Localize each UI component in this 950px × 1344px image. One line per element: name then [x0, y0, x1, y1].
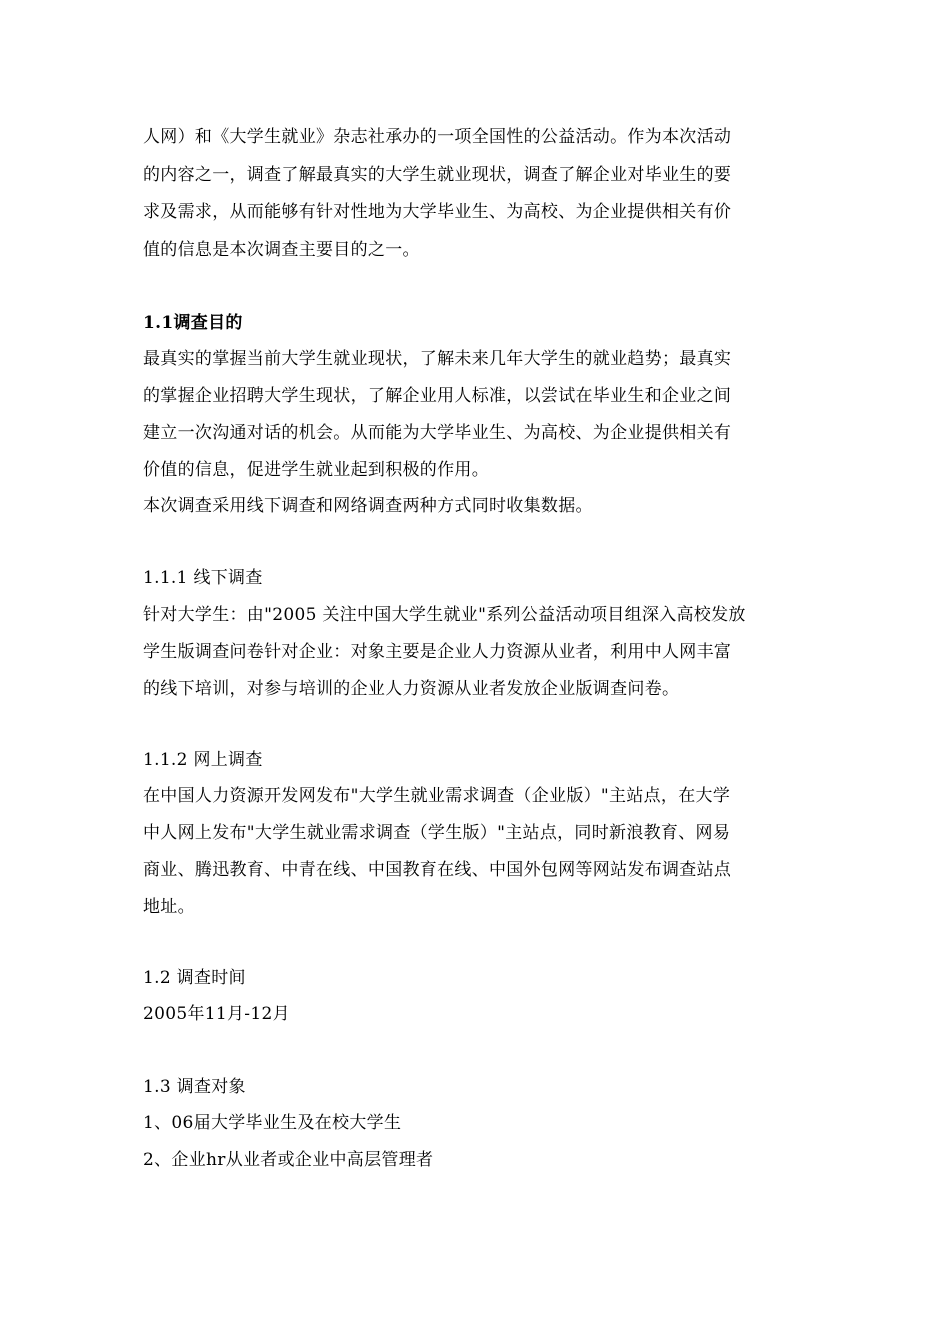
section-heading-1-1-2: 1.1.2 网上调查 — [143, 750, 263, 770]
intro-line-1: 人网）和《大学生就业》杂志社承办的一项全国性的公益活动。作为本次活动 — [143, 127, 732, 147]
intro-line-3: 求及需求，从而能够有针对性地为大学毕业生、为高校、为企业提供相关有价 — [143, 202, 732, 222]
section-heading-1-3: 1.3 调查对象 — [143, 1077, 246, 1097]
section-heading-1-2: 1.2 调查时间 — [143, 968, 246, 988]
paragraph-line: 本次调查采用线下调查和网络调查两种方式同时收集数据。 — [143, 496, 593, 516]
list-item: 1、06届大学毕业生及在校大学生 — [143, 1113, 402, 1133]
paragraph-line: 2005年11月-12月 — [143, 1004, 290, 1024]
paragraph-line: 建立一次沟通对话的机会。从而能为大学毕业生、为高校、为企业提供相关有 — [143, 423, 732, 443]
paragraph-line: 地址。 — [143, 897, 195, 917]
section-heading-1-1: 1.1调查目的 — [143, 313, 243, 333]
paragraph-line: 最真实的掌握当前大学生就业现状，了解未来几年大学生的就业趋势；最真实 — [143, 349, 732, 369]
list-item: 2、企业hr从业者或企业中高层管理者 — [143, 1150, 434, 1170]
paragraph-line: 价值的信息，促进学生就业起到积极的作用。 — [143, 460, 489, 480]
paragraph-line: 在中国人力资源开发网发布"大学生就业需求调查（企业版）"主站点，在大学 — [143, 786, 731, 806]
paragraph-line: 针对大学生：由"2005 关注中国大学生就业"系列公益活动项目组深入高校发放 — [143, 605, 746, 625]
paragraph-line: 的掌握企业招聘大学生现状，了解企业用人标准，以尝试在毕业生和企业之间 — [143, 386, 732, 406]
paragraph-line: 的线下培训，对参与培训的企业人力资源从业者发放企业版调查问卷。 — [143, 679, 680, 699]
paragraph-line: 中人网上发布"大学生就业需求调查（学生版）"主站点，同时新浪教育、网易 — [143, 823, 731, 843]
intro-line-4: 值的信息是本次调查主要目的之一。 — [143, 240, 420, 260]
paragraph-line: 学生版调查问卷针对企业：对象主要是企业人力资源从业者，利用中人网丰富 — [143, 642, 732, 662]
intro-line-2: 的内容之一，调查了解最真实的大学生就业现状，调查了解企业对毕业生的要 — [143, 165, 732, 185]
paragraph-line: 商业、腾迅教育、中青在线、中国教育在线、中国外包网等网站发布调查站点 — [143, 860, 732, 880]
section-heading-1-1-1: 1.1.1 线下调查 — [143, 568, 263, 588]
